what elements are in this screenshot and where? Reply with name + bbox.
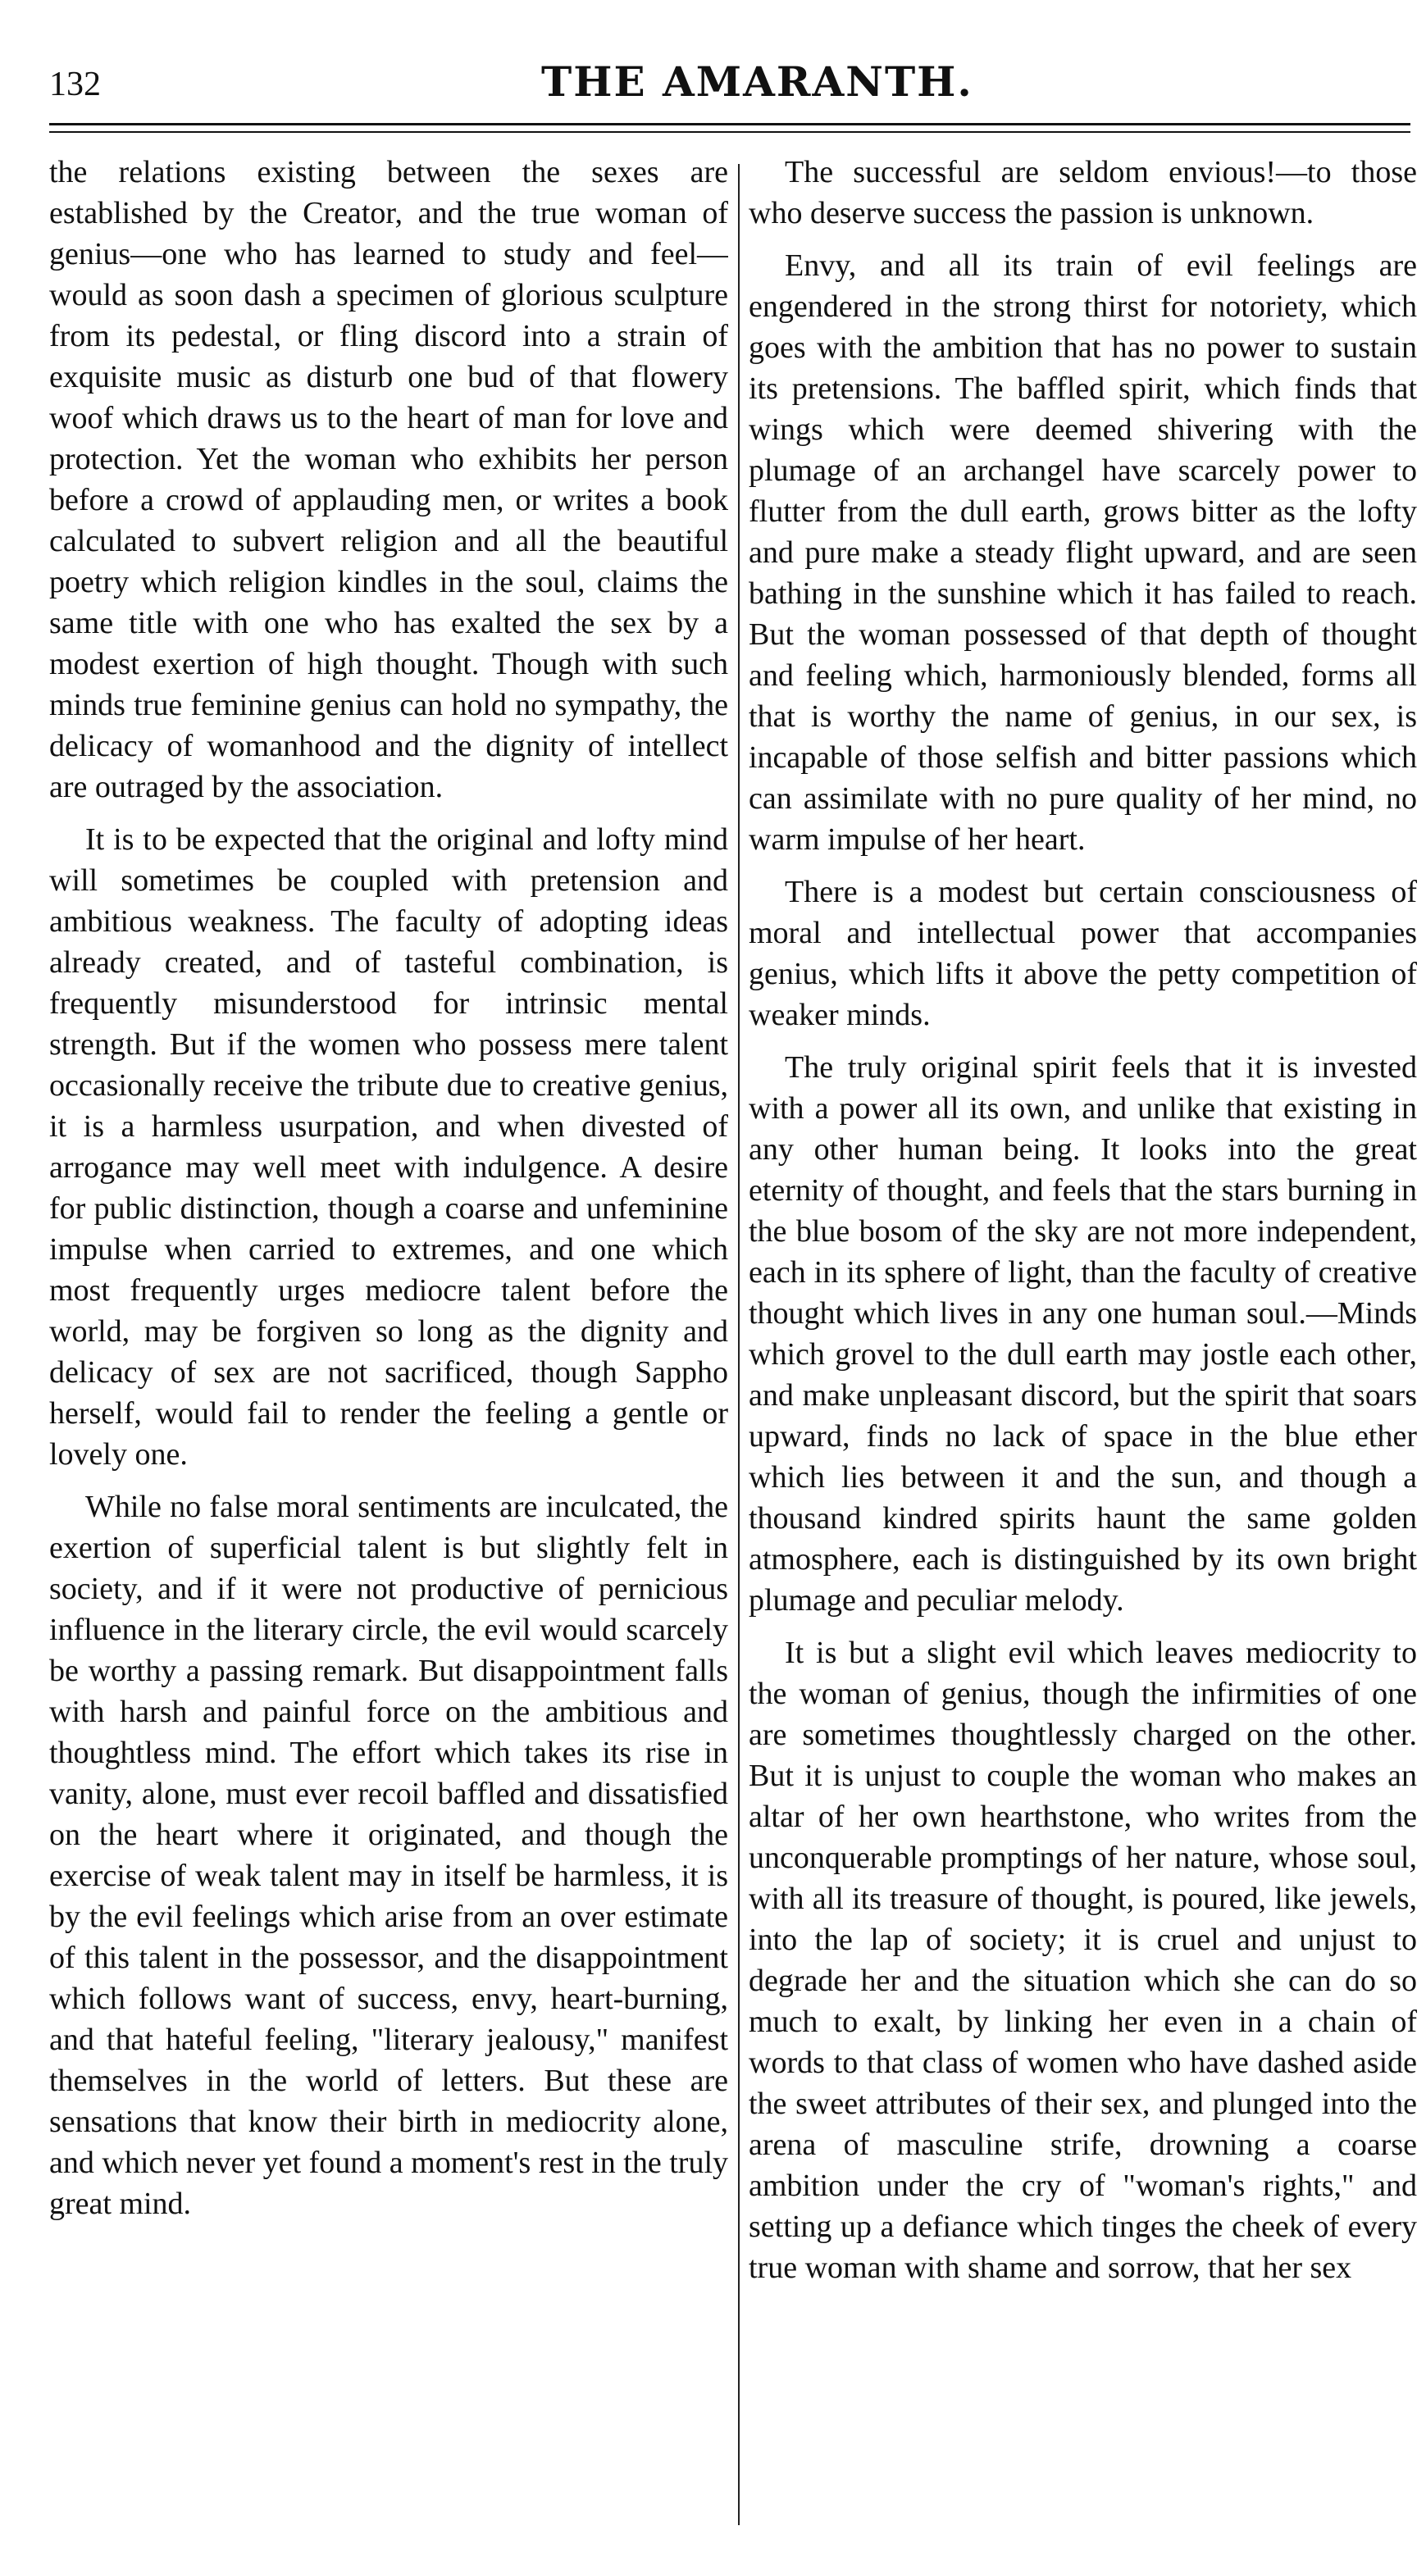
paragraph: the relations existing between the sexes are established by the Creator, and the true woman of genius—one who has learned to study and feel—would as soon dash a specimen of glorious sculpture from its pedestal, or fling discord into a strain of exquisite music as disturb one bud of that flowery woof which draws us to the heart of man for love and protection. Yet the woman who exhibits her person before a crowd of applauding men, or writes a book calculated to subvert religion and all the beautiful poetry which religion kindles in the soul, claims the same title with one who has exalted the sex by a modest exertion of high thought. Though with such minds true feminine genius can hold no sympathy, the delicacy of womanhood and the dignity of intellect are outraged by the association. bbox=[49, 155, 728, 804]
paragraph: It is but a slight evil which leaves mediocrity to the woman of genius, though the infirmities of one are sometimes thoughtlessly charged on the other. But it is unjust to couple the woman who makes an altar of her own hearthstone, who writes from the unconquerable promptings of her nature, whose soul, with all its treasure of thought, is poured, like jewels, into the lap of society; it is cruel and unjust to degrade her and the situation which she can do so much to exalt, by linking her even in a chain of words to that class of women who have dashed aside the sweet attributes of their sex, and plunged into the arena of masculine strife, drowning a coarse ambition under the cry of "woman's rights," and setting up a defiance which tinges the cheek of every true woman with shame and sorrow, that her sex bbox=[749, 1636, 1417, 2285]
left-column bbox=[49, 152, 728, 2529]
running-title: THE AMARANTH. bbox=[541, 57, 973, 106]
page-header bbox=[49, 57, 1410, 115]
page-number: 132 bbox=[49, 66, 101, 103]
paragraph: There is a modest but certain consciousness of moral and intellectual power that accompanies genius, which lifts it above the petty competition of weaker minds. bbox=[749, 875, 1417, 1032]
header-rule-double bbox=[49, 131, 1410, 133]
paragraph: It is to be expected that the original and lofty mind will sometimes be coupled with pretension and ambitious weakness. The faculty of adopting ideas already created, and of tasteful combination, is frequently misunderstood for intrinsic mental strength. But if the women who possess mere talent occasionally receive the tribute due to creative genius, it is a harmless usurpation, and when divested of arrogance may well meet with indulgence. A desire for public distinction, though a coarse and unfeminine impulse when carried to extremes, and one which most frequently urges mediocre talent before the world, may be forgiven so long as the dignity and delicacy of sex are not sacrificed, though Sappho herself, would fail to render the feeling a gentle or lovely one. bbox=[49, 822, 728, 1472]
paragraph: Envy, and all its train of evil feelings are engendered in the strong thirst for notoriety, which goes with the ambition that has no power to sustain its pretensions. The baffled spirit, which finds that wings which were deemed shivering with the plumage of an archangel have scarcely power to flutter from the dull earth, grows bitter as the lofty and pure make a steady flight upward, and are seen bathing in the sunshine which it has failed to reach. But the woman possessed of that depth of thought and feeling which, harmoniously blended, forms all that is worthy the name of genius, in our sex, is incapable of those selfish and bitter passions which can assimilate with no pure quality of her mind, no warm impulse of her heart. bbox=[749, 248, 1417, 857]
right-column bbox=[749, 152, 1417, 2529]
column-divider bbox=[738, 164, 740, 2525]
paragraph: The truly original spirit feels that it is invested with a power all its own, and unlike that existing in any other human being. It looks into the great eternity of thought, and feels that the stars burning in the blue bosom of the sky are not more independent, each in its sphere of light, than the faculty of creative thought which lives in any one human soul.—Minds which grovel to the dull earth may jostle each other, and make unpleasant discord, but the spirit that soars upward, finds no lack of space in the blue ether which lies between it and the sun, and though a thousand kindred spirits haunt the same golden atmosphere, each is distinguished by its own bright plumage and peculiar melody. bbox=[749, 1050, 1417, 1618]
header-rule bbox=[49, 123, 1410, 125]
paragraph: While no false moral sentiments are inculcated, the exertion of superficial talent is but slightly felt in society, and if it were not productive of pernicious influence in the literary circle, the evil would scarcely be worthy a passing remark. But disappointment falls with harsh and painful force on the ambitious and thoughtless mind. The effort which takes its rise in vanity, alone, must ever recoil baffled and dissatisfied on the heart where it originated, and though the exercise of weak talent may in itself be harmless, it is by the evil feelings which arise from an over estimate of this talent in the possessor, and the disappointment which follows want of success, envy, heart-burning, and that hateful feeling, "literary jealousy," manifest themselves in the world of letters. But these are sensations that know their birth in mediocrity alone, and which never yet found a moment's rest in the truly great mind. bbox=[49, 1490, 728, 2221]
paragraph: The successful are seldom envious!—to those who deserve success the passion is unknown. bbox=[749, 155, 1417, 230]
